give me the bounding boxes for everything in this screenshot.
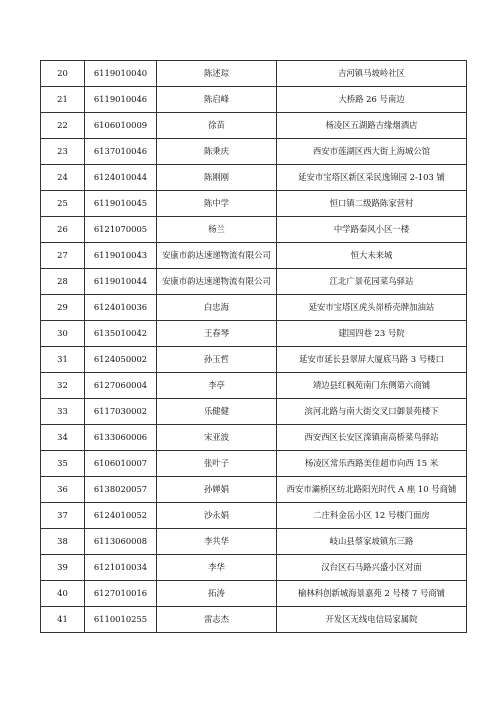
cell-code: 6137010046 xyxy=(85,139,157,165)
cell-index: 29 xyxy=(41,295,85,321)
cell-address: 二庄科金岳小区 12 号楼门面房 xyxy=(277,503,467,529)
cell-code: 6117030002 xyxy=(85,399,157,425)
cell-code: 6124050002 xyxy=(85,347,157,373)
cell-index: 24 xyxy=(41,165,85,191)
cell-name: 陈启峰 xyxy=(157,87,277,113)
table-row xyxy=(41,87,467,113)
cell-name: 张叶子 xyxy=(157,451,277,477)
cell-name: 陈中学 xyxy=(157,191,277,217)
cell-index: 32 xyxy=(41,373,85,399)
table-row xyxy=(41,451,467,477)
cell-name: 孙玉哲 xyxy=(157,347,277,373)
cell-code: 6121010034 xyxy=(85,555,157,581)
table-row xyxy=(41,399,467,425)
cell-code: 6124010052 xyxy=(85,503,157,529)
cell-index: 25 xyxy=(41,191,85,217)
cell-address: 吉河镇马坡岭社区 xyxy=(277,61,467,87)
cell-code: 6113060008 xyxy=(85,529,157,555)
cell-name: 白忠海 xyxy=(157,295,277,321)
table-row xyxy=(41,477,467,503)
table-row xyxy=(41,373,467,399)
table-row xyxy=(41,243,467,269)
cell-name: 李华 xyxy=(157,555,277,581)
cell-index: 35 xyxy=(41,451,85,477)
cell-name: 陈刚刚 xyxy=(157,165,277,191)
table-row xyxy=(41,425,467,451)
table-row xyxy=(41,321,467,347)
cell-address: 开发区无线电信局家属院 xyxy=(277,607,467,633)
cell-code: 6119010040 xyxy=(85,61,157,87)
cell-name: 安康市韵达速递物流有限公司 xyxy=(157,243,277,269)
cell-name: 陈述琮 xyxy=(157,61,277,87)
cell-code: 6119010045 xyxy=(85,191,157,217)
cell-name: 孙婵娟 xyxy=(157,477,277,503)
cell-address: 杨凌区常乐西路美佳超市向西 15 米 xyxy=(277,451,467,477)
cell-code: 6106010007 xyxy=(85,451,157,477)
table-body xyxy=(41,61,467,633)
cell-address: 延安市宝塔区虎头峁桥壳牌加油站 xyxy=(277,295,467,321)
cell-index: 41 xyxy=(41,607,85,633)
cell-name: 陈秉庆 xyxy=(157,139,277,165)
cell-index: 26 xyxy=(41,217,85,243)
table-row xyxy=(41,607,467,633)
cell-name: 李亭 xyxy=(157,373,277,399)
table-row xyxy=(41,191,467,217)
table-row xyxy=(41,295,467,321)
cell-index: 40 xyxy=(41,581,85,607)
table-row xyxy=(41,347,467,373)
cell-address: 西安西区长安区滦镇南高桥菜鸟驿站 xyxy=(277,425,467,451)
cell-name: 雷志杰 xyxy=(157,607,277,633)
cell-address: 榆林科创新城海景嘉苑 2 号楼 7 号商铺 xyxy=(277,581,467,607)
table-row xyxy=(41,165,467,191)
cell-index: 23 xyxy=(41,139,85,165)
cell-index: 21 xyxy=(41,87,85,113)
cell-name: 宋亚波 xyxy=(157,425,277,451)
cell-code: 6110010255 xyxy=(85,607,157,633)
cell-address: 汉台区石马路兴盛小区对面 xyxy=(277,555,467,581)
cell-code: 6127060004 xyxy=(85,373,157,399)
cell-code: 6135010042 xyxy=(85,321,157,347)
table-row xyxy=(41,529,467,555)
cell-index: 27 xyxy=(41,243,85,269)
cell-index: 22 xyxy=(41,113,85,139)
cell-address: 中学路秦风小区一楼 xyxy=(277,217,467,243)
cell-name: 王春琴 xyxy=(157,321,277,347)
cell-name: 安康市韵达速递物流有限公司 xyxy=(157,269,277,295)
cell-code: 6119010046 xyxy=(85,87,157,113)
cell-code: 6124010044 xyxy=(85,165,157,191)
cell-code: 6106010009 xyxy=(85,113,157,139)
table-row xyxy=(41,139,467,165)
cell-address: 西安市莲湖区西大街上海城公馆 xyxy=(277,139,467,165)
cell-index: 31 xyxy=(41,347,85,373)
cell-name: 李共华 xyxy=(157,529,277,555)
cell-code: 6119010043 xyxy=(85,243,157,269)
cell-address: 靖边县红枫苑南门东侧第六商铺 xyxy=(277,373,467,399)
cell-address: 恒口镇二级路陈家营村 xyxy=(277,191,467,217)
cell-index: 28 xyxy=(41,269,85,295)
table-row xyxy=(41,503,467,529)
cell-address: 岐山县蔡家坡镇东三路 xyxy=(277,529,467,555)
cell-code: 6133060006 xyxy=(85,425,157,451)
cell-address: 杨凌区五湖路吉缘烟酒店 xyxy=(277,113,467,139)
cell-address: 延安市延长县翠屏大厦底马路 3 号楼口 xyxy=(277,347,467,373)
cell-name: 乐健健 xyxy=(157,399,277,425)
cell-index: 34 xyxy=(41,425,85,451)
cell-index: 37 xyxy=(41,503,85,529)
cell-index: 39 xyxy=(41,555,85,581)
outlet-table xyxy=(40,60,467,633)
table-row xyxy=(41,269,467,295)
cell-index: 33 xyxy=(41,399,85,425)
table-row xyxy=(41,217,467,243)
cell-code: 6119010044 xyxy=(85,269,157,295)
cell-address: 大桥路 26 号南边 xyxy=(277,87,467,113)
cell-address: 西安市灞桥区纺北路阳光时代 A 座 10 号商铺 xyxy=(277,477,467,503)
cell-address: 建国四巷 23 号院 xyxy=(277,321,467,347)
cell-code: 6127010016 xyxy=(85,581,157,607)
cell-name: 拓涛 xyxy=(157,581,277,607)
cell-index: 30 xyxy=(41,321,85,347)
cell-index: 20 xyxy=(41,61,85,87)
cell-address: 滨河北路与南大街交叉口御景苑楼下 xyxy=(277,399,467,425)
cell-code: 6138020057 xyxy=(85,477,157,503)
table-row xyxy=(41,61,467,87)
table-row xyxy=(41,113,467,139)
cell-address: 恒大未来城 xyxy=(277,243,467,269)
cell-index: 38 xyxy=(41,529,85,555)
cell-code: 6124010036 xyxy=(85,295,157,321)
cell-name: 沙永娟 xyxy=(157,503,277,529)
cell-name: 杨兰 xyxy=(157,217,277,243)
cell-address: 延安市宝塔区新区采民逸锦园 2-103 铺 xyxy=(277,165,467,191)
cell-name: 徐苗 xyxy=(157,113,277,139)
table-row xyxy=(41,581,467,607)
cell-code: 6121070005 xyxy=(85,217,157,243)
cell-address: 江北广景花园菜鸟驿站 xyxy=(277,269,467,295)
cell-index: 36 xyxy=(41,477,85,503)
table-row xyxy=(41,555,467,581)
